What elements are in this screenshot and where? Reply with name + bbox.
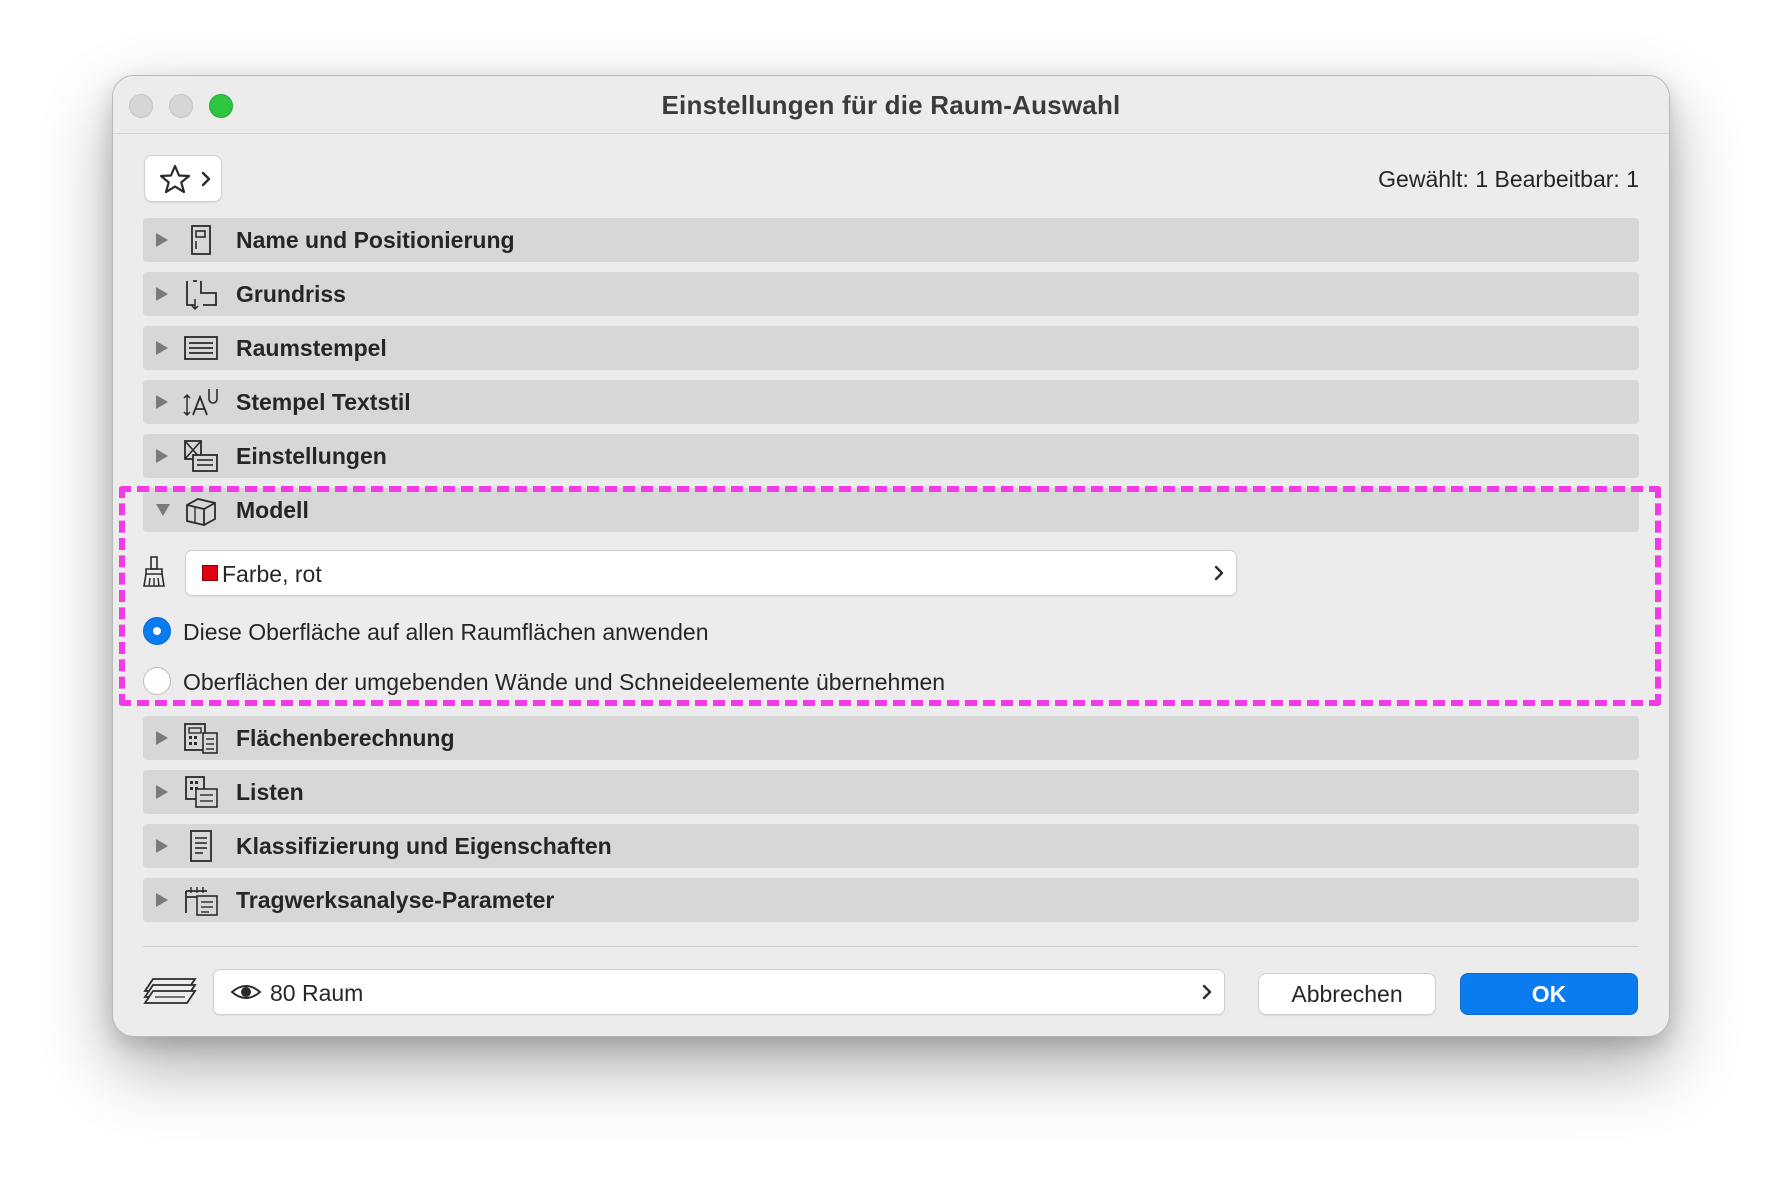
disclosure-arrow-expanded-icon[interactable] xyxy=(155,503,171,522)
ok-button[interactable]: OK xyxy=(1460,973,1638,1015)
section-stamp-text-style[interactable] xyxy=(143,380,1639,424)
section-label: Klassifizierung und Eigenschaften xyxy=(236,833,612,859)
disclosure-arrow-icon[interactable] xyxy=(155,838,169,859)
name-positioning-icon xyxy=(183,223,219,257)
section-label: Listen xyxy=(236,779,304,805)
eye-icon xyxy=(230,980,262,1009)
section-model[interactable] xyxy=(143,488,1639,532)
chevron-right-icon xyxy=(1214,565,1224,586)
section-zone-stamp[interactable] xyxy=(143,326,1639,370)
section-label: Raumstempel xyxy=(236,335,387,361)
layer-icon xyxy=(143,973,197,1014)
disclosure-arrow-icon[interactable] xyxy=(155,286,169,307)
disclosure-arrow-icon[interactable] xyxy=(155,232,169,253)
layer-select[interactable] xyxy=(213,969,1225,1015)
radio-apply-surface-all[interactable] xyxy=(143,617,171,645)
model-cube-icon xyxy=(183,493,219,527)
disclosure-arrow-icon[interactable] xyxy=(155,892,169,913)
listing-icon xyxy=(183,775,219,809)
surface-select[interactable] xyxy=(185,550,1237,596)
disclosure-arrow-icon[interactable] xyxy=(155,448,169,469)
chevron-right-icon xyxy=(1202,984,1212,1005)
area-calculation-icon xyxy=(183,721,219,755)
settings-icon xyxy=(183,439,219,473)
radio-label-apply-surface-all[interactable]: Diese Oberfläche auf allen Raumflächen anwenden xyxy=(183,619,709,645)
cancel-button[interactable]: Abbrechen xyxy=(1258,973,1436,1015)
section-area-calculation[interactable] xyxy=(143,716,1639,760)
brush-icon xyxy=(141,555,167,594)
classification-icon xyxy=(183,829,219,863)
structural-analysis-icon xyxy=(183,883,219,917)
disclosure-arrow-icon[interactable] xyxy=(155,340,169,361)
section-floor-plan[interactable] xyxy=(143,272,1639,316)
dialog-title: Einstellungen für die Raum-Auswahl xyxy=(661,90,1121,120)
section-label: Modell xyxy=(236,497,309,523)
footer-divider xyxy=(143,946,1639,947)
section-label: Einstellungen xyxy=(236,443,387,469)
settings-dialog xyxy=(112,75,1670,1037)
disclosure-arrow-icon[interactable] xyxy=(155,394,169,415)
section-classification[interactable] xyxy=(143,824,1639,868)
color-swatch xyxy=(202,565,218,581)
section-label: Stempel Textstil xyxy=(236,389,411,415)
star-icon xyxy=(159,164,191,199)
selection-count: Gewählt: 1 Bearbeitbar: 1 xyxy=(1378,166,1639,192)
section-label: Flächenberechnung xyxy=(236,725,455,751)
section-structural-analysis[interactable] xyxy=(143,878,1639,922)
favorites-button[interactable] xyxy=(144,155,222,202)
section-settings[interactable] xyxy=(143,434,1639,478)
floor-plan-icon xyxy=(183,277,219,311)
section-label: Grundriss xyxy=(236,281,346,307)
text-style-icon xyxy=(183,385,219,419)
disclosure-arrow-icon[interactable] xyxy=(155,730,169,751)
chevron-right-icon xyxy=(201,171,211,192)
section-listing[interactable] xyxy=(143,770,1639,814)
section-label: Name und Positionierung xyxy=(236,227,515,253)
title-bar[interactable] xyxy=(113,76,1669,134)
section-label: Tragwerksanalyse-Parameter xyxy=(236,887,555,913)
section-name-positioning[interactable] xyxy=(143,218,1639,262)
zone-stamp-icon xyxy=(183,331,219,365)
radio-inherit-surfaces[interactable] xyxy=(143,667,171,695)
disclosure-arrow-icon[interactable] xyxy=(155,784,169,805)
radio-label-inherit-surfaces[interactable]: Oberflächen der umgebenden Wände und Schneideelemente übernehmen xyxy=(183,669,946,695)
surface-value: Farbe, rot xyxy=(222,561,322,587)
layer-value: 80 Raum xyxy=(270,980,364,1006)
